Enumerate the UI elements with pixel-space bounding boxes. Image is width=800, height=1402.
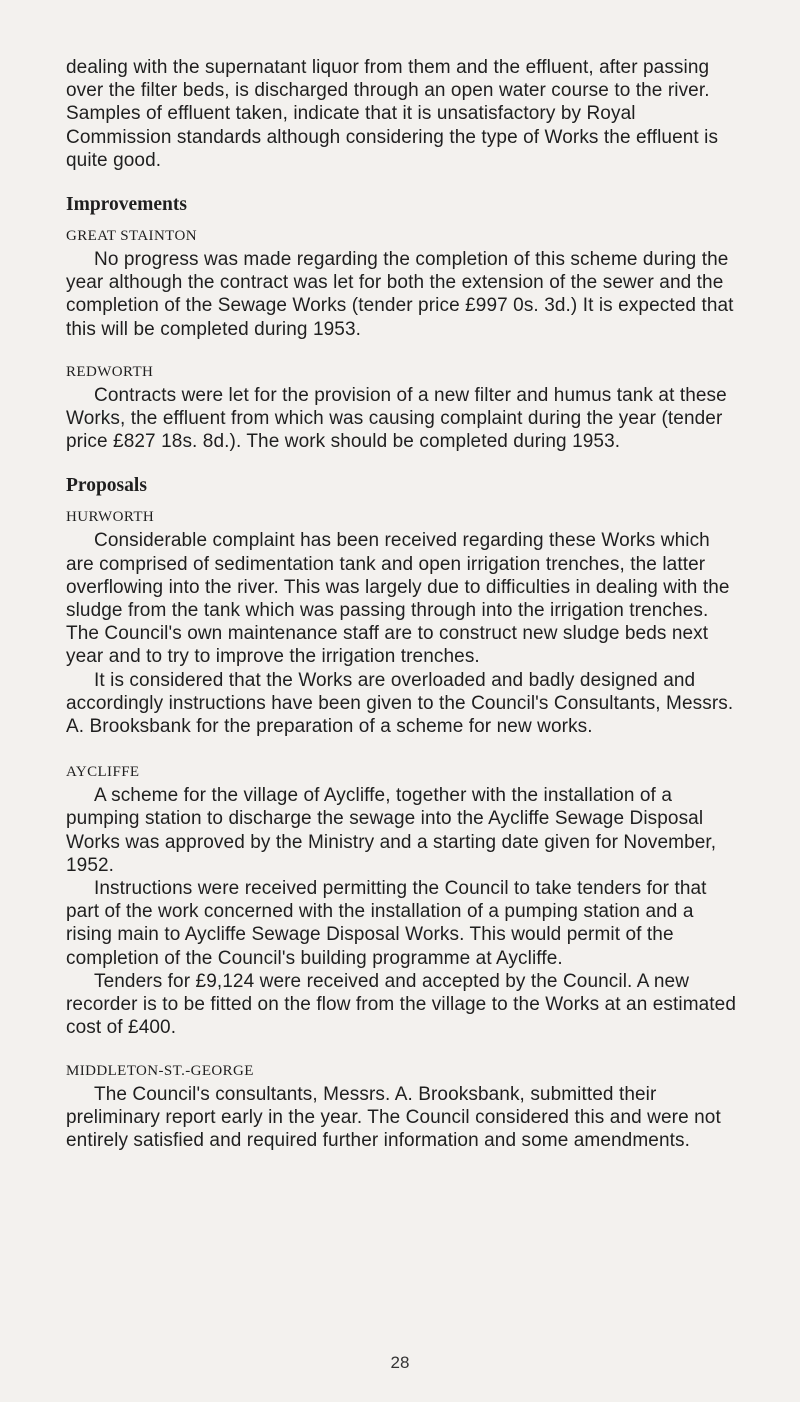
great-stainton-subheading: GREAT STAINTON — [66, 228, 197, 245]
middleton-subheading: MIDDLETON-ST.-GEORGE — [66, 1062, 254, 1079]
document-page — [66, 56, 742, 1152]
middleton-paragraph: The Council's consultants, Messrs. A. Brooksbank, submitted their preliminary report early in the year. The Council considered this and were not entirely satisfied and required further information and some amendments. — [66, 1083, 721, 1151]
hurworth-paragraph-2: It is considered that the Works are overloaded and badly designed and accordingly instructions have been given to the Council's Consultants, Messrs. A. Brooksbank for the preparation of a scheme for new works. — [66, 669, 734, 738]
hurworth-subheading: HURWORTH — [66, 509, 155, 526]
redworth-paragraph: Contracts were let for the provision of a new filter and humus tank at these Works, the effluent from which was causing complaint during the year (tender price £827 18s. 8d.). The work should be completed during 1953. — [66, 384, 727, 453]
aycliffe-paragraph-2: Instructions were received permitting the Council to take tenders for that part of the work concerned with the installation of a pumping station and a rising main to Aycliffe Sewage Disposal Works. This would permit of the completion of the Council's building programme at Aycliffe. — [66, 878, 707, 969]
improvements-heading: Improvements — [66, 194, 187, 216]
aycliffe-subheading: AYCLIFFE — [66, 764, 140, 781]
aycliffe-paragraph-1: A scheme for the village of Aycliffe, together with the installation of a pumping station to discharge the sewage into the Aycliffe Sewage Disposal Works was approved by the Ministry and a starting date given for November, 1952. — [66, 785, 717, 876]
hurworth-paragraph-1: Considerable complaint has been received regarding these Works which are comprised of sedimentation tank and open irrigation trenches, the latter overflowing into the river. This was largely due to difficulties in dealing with the sludge from the tank which was passing through into the irrigation trenches. The Council's own maintenance staff are to construct new sludge beds next year and to try to improve the irrigation trenches. — [66, 530, 730, 668]
aycliffe-paragraph-3: Tenders for £9,124 were received and accepted by the Council. A new recorder is to be fitted on the flow from the village to the Works at an estimated cost of £400. — [66, 970, 737, 1039]
intro-paragraph: dealing with the supernatant liquor from them and the effluent, after passing over the filter beds, is discharged through an open water course to the river. Samples of effluent taken, indicate that it is unsatisfactory by Royal Commission standards although considering the type of Works the effluent is quite good. — [66, 57, 719, 171]
great-stainton-paragraph: No progress was made regarding the completion of this scheme during the year although the contract was let for both the extension of the sewer and the completion of the Sewage Works (tender price £997 0s. 3d.) It is expected that this will be completed during 1953. — [66, 249, 734, 340]
redworth-subheading: REDWORTH — [66, 363, 154, 380]
proposals-heading: Proposals — [66, 475, 147, 497]
page-number: 28 — [390, 1353, 410, 1372]
